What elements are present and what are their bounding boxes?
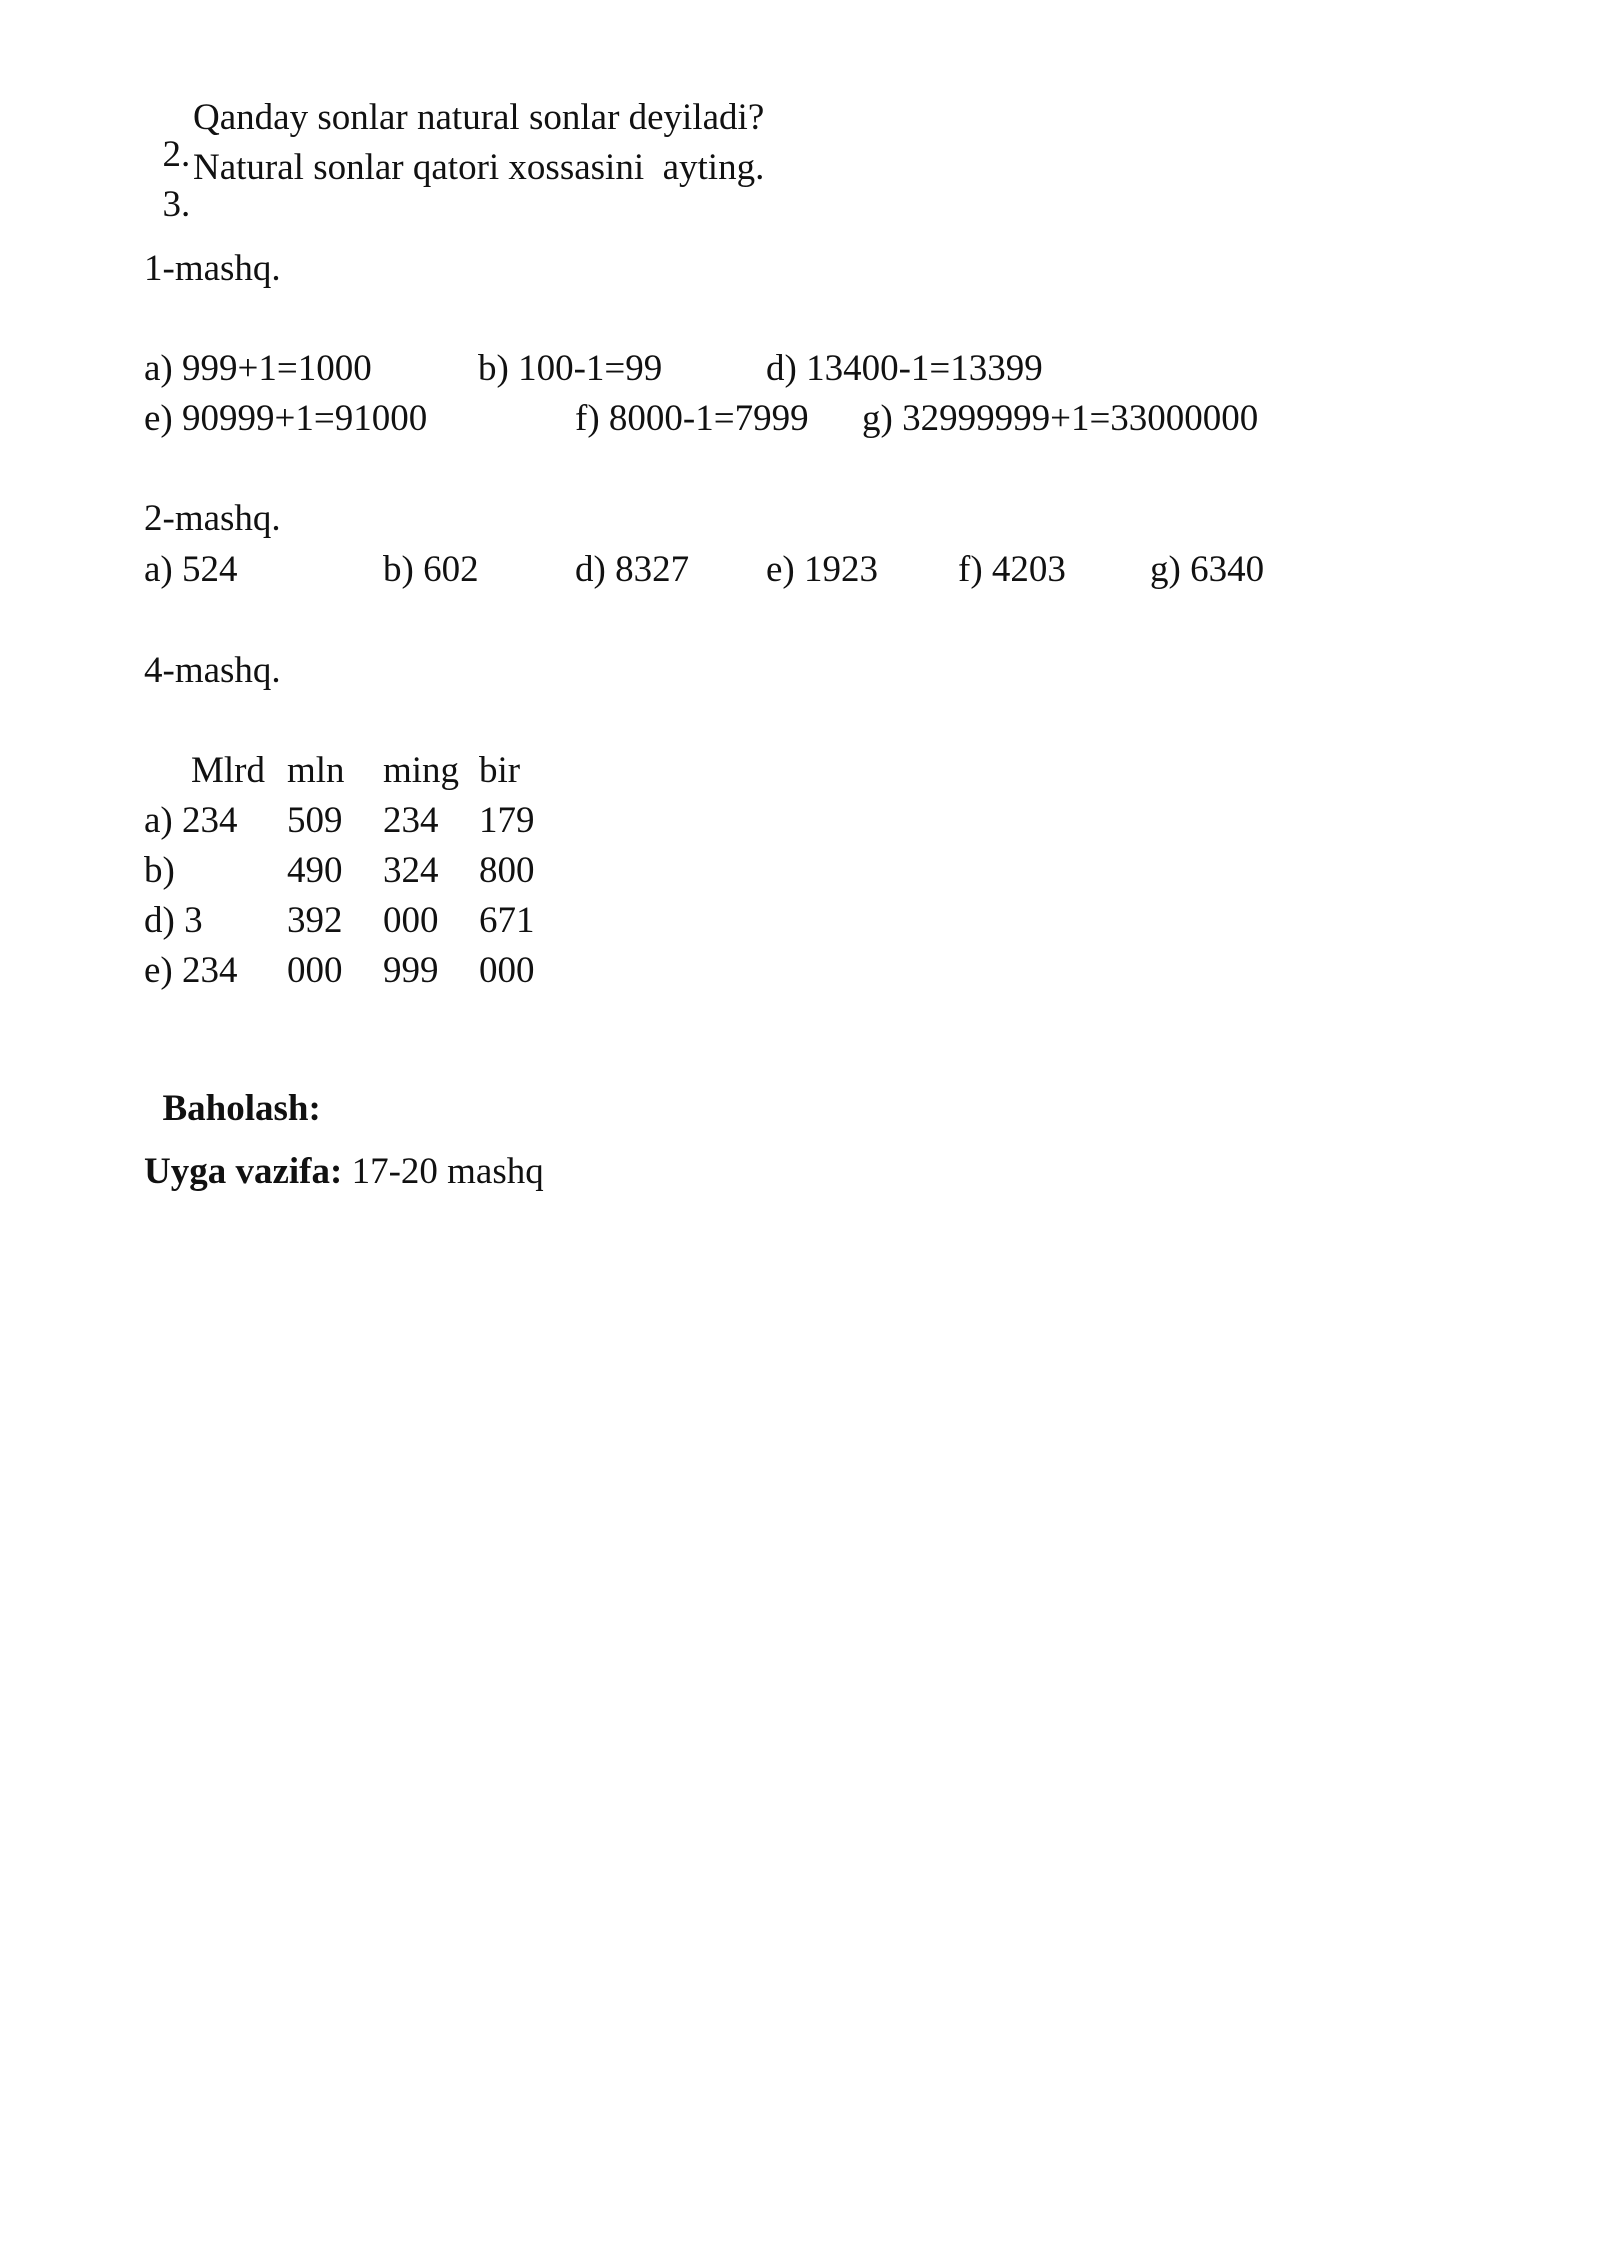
exercise-1-item: f) 8000-1=7999 (575, 398, 809, 439)
question-number: 3. (162, 184, 191, 225)
exercise-4-title: 4-mashq. (144, 650, 281, 691)
table-cell: 490 (287, 850, 343, 891)
table-cell: 999 (383, 950, 439, 991)
exercise-1-item: d) 13400-1=13399 (766, 348, 1043, 389)
exercise-2-item: g) 6340 (1150, 549, 1265, 590)
table-cell: b) (144, 850, 175, 891)
table-cell: 234 (383, 800, 439, 841)
table-header: mln (287, 750, 345, 791)
exercise-2-item: b) 602 (383, 549, 479, 590)
homework-text: 17-20 mashq (342, 1151, 544, 1192)
exercise-1-title: 1-mashq. (144, 248, 281, 289)
table-header: bir (479, 750, 521, 791)
table-cell: d) 3 (144, 900, 203, 941)
question-text: Qanday sonlar natural sonlar deyiladi? (193, 97, 765, 138)
exercise-2-title: 2-mashq. (144, 498, 281, 539)
homework-line (144, 1153, 544, 1190)
exercise-2-item: d) 8327 (575, 549, 690, 590)
table-cell: 000 (479, 950, 535, 991)
table-cell: e) 234 (144, 950, 238, 991)
table-header: ming (383, 750, 460, 791)
table-cell: 671 (479, 900, 535, 941)
table-cell: 509 (287, 800, 343, 841)
grading-label-text: Baholash: (162, 1088, 321, 1129)
exercise-1-item: e) 90999+1=91000 (144, 398, 428, 439)
table-header: Mlrd (191, 750, 265, 791)
table-cell: 392 (287, 900, 343, 941)
exercise-2-item: e) 1923 (766, 549, 878, 590)
question-item (144, 149, 190, 223)
exercise-1-item: a) 999+1=1000 (144, 348, 372, 389)
table-cell: a) 234 (144, 800, 238, 841)
exercise-1-item: g) 32999999+1=33000000 (862, 398, 1259, 439)
homework-label: Uyga vazifa: (144, 1151, 343, 1192)
exercise-1-item: b) 100-1=99 (478, 348, 663, 389)
table-cell: 800 (479, 850, 535, 891)
table-cell: 324 (383, 850, 439, 891)
table-cell: 179 (479, 800, 535, 841)
question-number: 2. (162, 134, 191, 175)
table-cell: 000 (287, 950, 343, 991)
exercise-2-item: a) 524 (144, 549, 238, 590)
grading-label (144, 1053, 321, 1127)
table-cell: 000 (383, 900, 439, 941)
question-text: Natural sonlar qatori xossasini ayting. (193, 147, 765, 188)
exercise-2-item: f) 4203 (958, 549, 1066, 590)
